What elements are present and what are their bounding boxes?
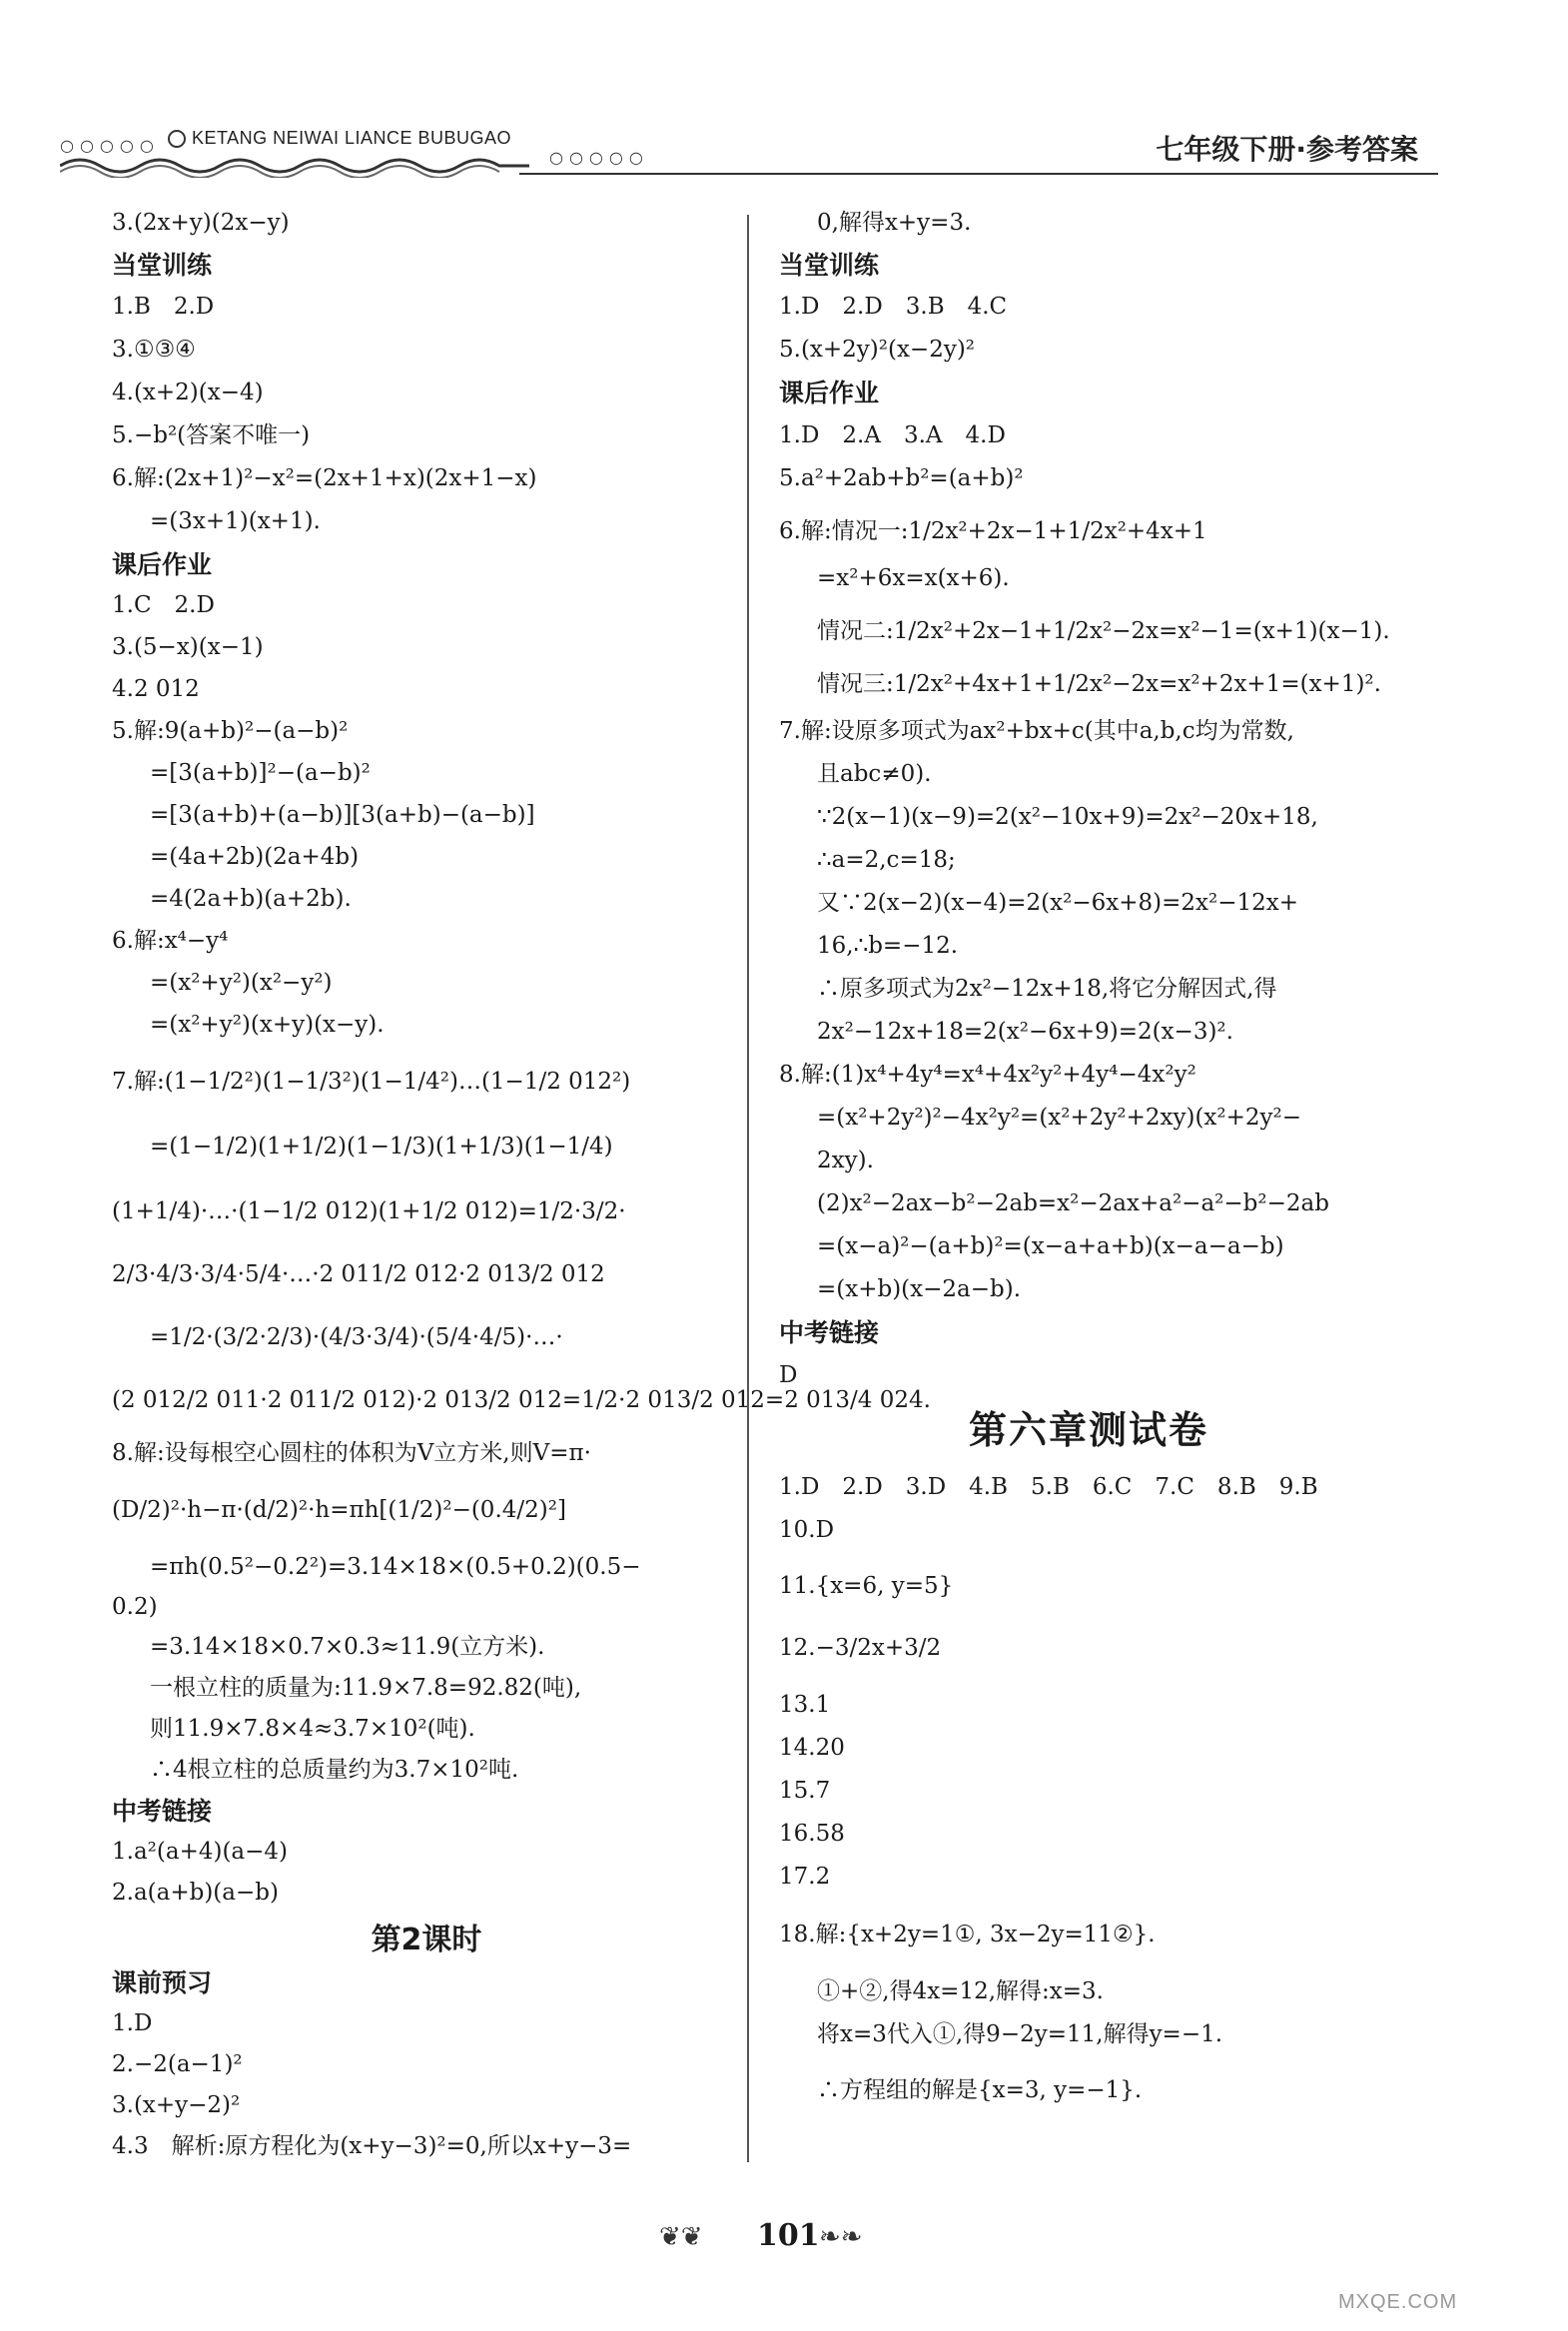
section-heading: 课后作业: [779, 379, 880, 407]
answer-line: 5.−b²(答案不唯一): [112, 422, 311, 448]
answer-line: 18.解:{x+2y=1①, 3x−2y=11②}.: [779, 1922, 1156, 1947]
section-heading: 当堂训练: [779, 251, 880, 280]
header-dots-left: ○○○○○: [60, 136, 160, 155]
section-heading: 课前预习: [112, 1968, 213, 1997]
answer-line: =x²+6x=x(x+6).: [817, 565, 1010, 591]
chapter-title: 第六章测试卷: [968, 1408, 1208, 1452]
header-title: 七年级下册·参考答案: [1156, 133, 1418, 166]
answer-line: 则11.9×7.8×4≈3.7×10²(吨).: [150, 1716, 475, 1742]
header-wave-ornament: [60, 154, 529, 178]
answer-line: 3.(x+y−2)²: [112, 2092, 241, 2118]
answer-line: 15.7: [779, 1778, 831, 1804]
answer-line: 2/3·4/3·3/4·5/4·…·2 011/2 012·2 013/2 012: [112, 1261, 605, 1287]
answer-line: 8.解:设每根空心圆柱的体积为V立方米,则V=π·: [112, 1440, 591, 1466]
answer-line: 16.58: [779, 1821, 845, 1847]
section-heading: 课后作业: [112, 550, 213, 579]
answer-line: =1/2·(3/2·2/3)·(4/3·3/4)·(5/4·4/5)·…·: [150, 1324, 563, 1350]
header-brand: [168, 128, 511, 149]
answer-line: (2 012/2 011·2 011/2 012)·2 013/2 012=1/2·2 013/2 012=2 013/4 024.: [112, 1387, 931, 1413]
page-footer: [649, 2212, 919, 2262]
footer-ornament-left-icon: ❦❦: [659, 2222, 703, 2252]
answer-line: 1.D 2.D 3.D 4.B 5.B 6.C 7.C 8.B 9.B: [779, 1474, 1318, 1500]
answer-line: 5.(x+2y)²(x−2y)²: [779, 337, 976, 363]
answer-line: 14.20: [779, 1735, 845, 1761]
answer-line: 1.a²(a+4)(a−4): [112, 1839, 289, 1865]
page-header: [60, 118, 1438, 188]
answer-line: 8.解:(1)x⁴+4y⁴=x⁴+4x²y²+4y⁴−4x²y²: [779, 1062, 1196, 1088]
answer-line: 16,∴b=−12.: [817, 933, 959, 959]
answer-line: 2.−2(a−1)²: [112, 2051, 243, 2077]
answer-line: ∴原多项式为2x²−12x+18,将它分解因式,得: [817, 976, 1277, 1002]
answer-line: (D/2)²·h−π·(d/2)²·h=πh[(1/2)²−(0.4/2)²]: [112, 1497, 566, 1523]
answer-line: 6.解:情况一:1/2x²+2x−1+1/2x²+4x+1: [779, 518, 1207, 544]
answer-line: =(1−1/2)(1+1/2)(1−1/3)(1+1/3)(1−1/4): [150, 1134, 613, 1160]
answer-line: 10.D: [779, 1517, 835, 1543]
answer-line: 1.C 2.D: [112, 592, 215, 618]
answer-line: 5.解:9(a+b)²−(a−b)²: [112, 718, 349, 744]
answer-line: 12.−3/2x+3/2: [779, 1635, 942, 1661]
answer-line: 1.D 2.D 3.B 4.C: [779, 294, 1008, 320]
answer-line: 情况二:1/2x²+2x−1+1/2x²−2x=x²−1=(x+1)(x−1).: [817, 618, 1390, 644]
answer-line: 7.解:(1−1/2²)(1−1/3²)(1−1/4²)…(1−1/2 012²): [112, 1069, 631, 1095]
page-number: 101: [757, 2218, 820, 2253]
answer-line: 又∵2(x−2)(x−4)=2(x²−6x+8)=2x²−12x+: [817, 890, 1298, 916]
section-heading: 中考链接: [112, 1797, 213, 1826]
watermark-text: MXQE.COM: [1338, 2291, 1458, 2313]
answer-line: ∴a=2,c=18;: [817, 847, 956, 873]
header-rule: [519, 173, 1438, 175]
answer-line: 一根立柱的质量为:11.9×7.8=92.82(吨),: [150, 1675, 582, 1701]
answer-line: 3.①③④: [112, 337, 196, 363]
answer-line: =3.14×18×0.7×0.3≈11.9(立方米).: [150, 1634, 545, 1660]
answer-line: =(x+b)(x−2a−b).: [817, 1276, 1022, 1302]
answer-line: 0.2): [112, 1594, 158, 1620]
answer-line: 1.B 2.D: [112, 294, 215, 320]
answer-line: 2x²−12x+18=2(x²−6x+9)=2(x−3)².: [817, 1019, 1233, 1045]
answer-line: 4.2 012: [112, 676, 200, 702]
answer-line: 5.a²+2ab+b²=(a+b)²: [779, 465, 1024, 491]
answer-line: 3.(5−x)(x−1): [112, 634, 264, 660]
answer-line: =4(2a+b)(a+2b).: [150, 886, 352, 912]
answer-line: 3.(2x+y)(2x−y): [112, 210, 290, 236]
answer-line: ∵2(x−1)(x−9)=2(x²−10x+9)=2x²−20x+18,: [817, 804, 1318, 830]
lesson-title: 第2课时: [371, 1923, 482, 1957]
answer-line: 将x=3代入①,得9−2y=11,解得y=−1.: [817, 2021, 1223, 2047]
answer-line: 且abc≠0).: [817, 761, 932, 787]
answer-line: =πh(0.5²−0.2²)=3.14×18×(0.5+0.2)(0.5−: [150, 1554, 641, 1580]
answer-line: 13.1: [779, 1692, 831, 1718]
answer-line: 情况三:1/2x²+4x+1+1/2x²−2x=x²+2x+1=(x+1)².: [817, 671, 1381, 697]
answer-line: (1+1/4)·…·(1−1/2 012)(1+1/2 012)=1/2·3/2·: [112, 1198, 626, 1224]
answer-line: =[3(a+b)+(a−b)][3(a+b)−(a−b)]: [150, 802, 535, 828]
header-dots-right: ○○○○○: [549, 148, 649, 167]
answer-line: (2)x²−2ax−b²−2ab=x²−2ax+a²−a²−b²−2ab: [817, 1190, 1329, 1216]
column-divider: [747, 215, 749, 2162]
answer-line: =(4a+2b)(2a+4b): [150, 844, 360, 870]
section-heading: 当堂训练: [112, 251, 213, 280]
answer-line: ∴方程组的解是{x=3, y=−1}.: [817, 2077, 1143, 2103]
answer-line: 1.D: [112, 2010, 153, 2036]
answer-line: =(x²+y²)(x²−y²): [150, 970, 333, 996]
answer-line: D: [779, 1362, 798, 1388]
answer-line: 11.{x=6, y=5}: [779, 1573, 954, 1599]
answer-line: 6.解:x⁴−y⁴: [112, 928, 229, 954]
answer-line: 2xy).: [817, 1148, 874, 1173]
watermark: [1328, 2247, 1548, 2317]
answer-line: =(x−a)²−(a+b)²=(x−a+a+b)(x−a−a−b): [817, 1233, 1284, 1259]
answer-line: ①+②,得4x=12,解得:x=3.: [817, 1978, 1104, 2004]
answer-line: 0,解得x+y=3.: [817, 210, 972, 236]
brand-logo-icon: [168, 130, 186, 148]
answer-line: =(3x+1)(x+1).: [150, 508, 321, 534]
answer-line: 1.D 2.A 3.A 4.D: [779, 422, 1006, 448]
answer-line: 7.解:设原多项式为ax²+bx+c(其中a,b,c均为常数,: [779, 718, 1294, 744]
brand-text: KETANG NEIWAI LIANCE BUBUGAO: [192, 128, 512, 148]
answer-line: =(x²+2y²)²−4x²y²=(x²+2y²+2xy)(x²+2y²−: [817, 1105, 1302, 1131]
right-column: [779, 210, 1398, 2103]
footer-ornament-right-icon: ❧❧: [819, 2222, 863, 2252]
answer-line: 4.(x+2)(x−4): [112, 380, 264, 405]
answer-line: 17.2: [779, 1864, 831, 1890]
answer-line: 2.a(a+b)(a−b): [112, 1880, 279, 1906]
answer-line: ∴4根立柱的总质量约为3.7×10²吨.: [150, 1757, 519, 1783]
answer-line: =(x²+y²)(x+y)(x−y).: [150, 1012, 385, 1038]
answer-line: 6.解:(2x+1)²−x²=(2x+1+x)(2x+1−x): [112, 465, 537, 491]
answer-line: =[3(a+b)]²−(a−b)²: [150, 760, 371, 786]
answer-line: 4.3 解析:原方程化为(x+y−3)²=0,所以x+y−3=: [112, 2133, 632, 2159]
section-heading: 中考链接: [779, 1318, 880, 1347]
